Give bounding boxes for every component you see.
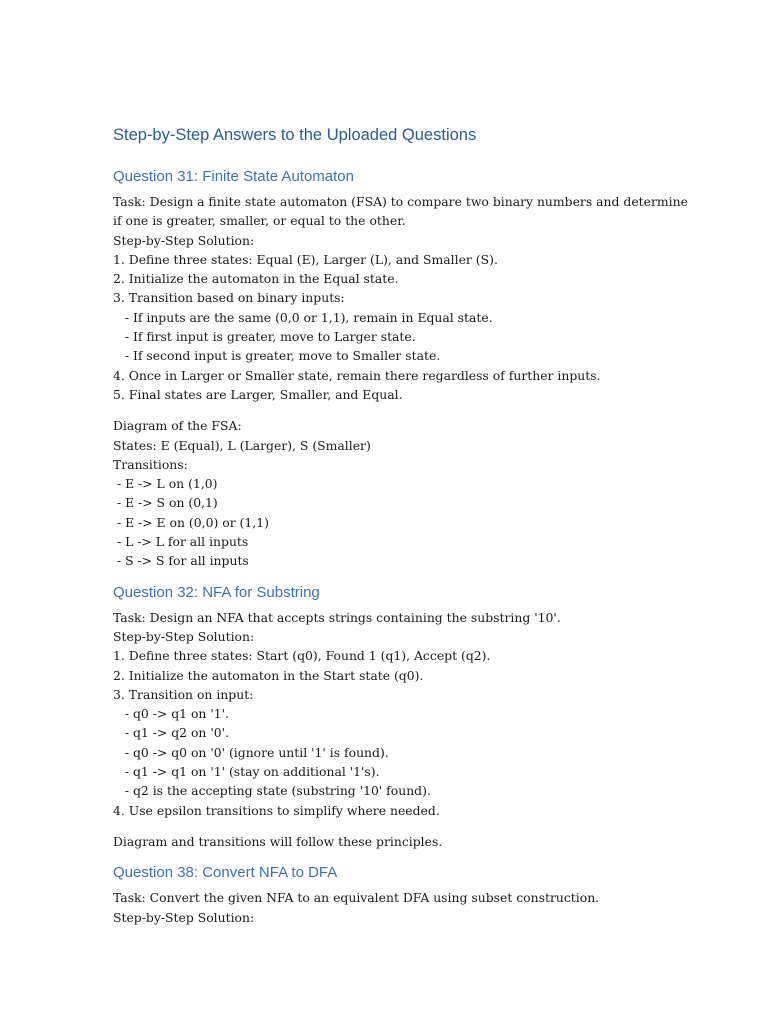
text-line: - If inputs are the same (0,0 or 1,1), remain in Equal state. [113, 309, 493, 325]
text-line: Step-by-Step Solution: [113, 909, 255, 925]
text-line: States: E (Equal), L (Larger), S (Smaller) [113, 437, 371, 453]
text-line: 3. Transition based on binary inputs: [113, 290, 345, 306]
section-heading: Question 31: Finite State Automaton [113, 168, 354, 185]
section-question-31 [113, 166, 688, 571]
text-line: - E -> E on (0,0) or (1,1) [113, 514, 269, 530]
text-line: Task: Design a finite state automaton (FSA) to compare two binary numbers and determine [113, 194, 688, 209]
text-line: Task: Convert the given NFA to an equivalent DFA using subset construction. [113, 890, 600, 906]
text-line: 1. Define three states: Equal (E), Larger (L), and Smaller (S). [113, 251, 498, 267]
text-line: 1. Define three states: Start (q0), Found 1 (q1), Accept (q2). [113, 648, 491, 664]
text-line: - q1 -> q2 on '0'. [113, 725, 229, 741]
document-title: Step-by-Step Answers to the Uploaded Questions [113, 126, 477, 144]
text-line: - q2 is the accepting state (substring '10' found). [113, 783, 431, 799]
document-page [113, 120, 688, 927]
text-line: Diagram of the FSA: [113, 418, 242, 434]
paragraph-gap [113, 404, 673, 416]
section-question-32 [113, 582, 673, 852]
text-line: - If first input is greater, move to Larger state. [113, 329, 416, 345]
section-gap [113, 851, 673, 862]
text-line: - q0 -> q0 on '0' (ignore until '1' is found). [113, 744, 389, 760]
section-heading: Question 38: Convert NFA to DFA [113, 864, 338, 882]
text-line: 4. Once in Larger or Smaller state, remain there regardless of further inputs. [113, 367, 601, 383]
text-line: Step-by-Step Solution: [113, 628, 255, 644]
text-line: - q1 -> q1 on '1' (stay on additional '1's). [113, 764, 380, 780]
text-line: Step-by-Step Solution: [113, 232, 255, 248]
paragraph-gap [113, 820, 673, 832]
text-line: - L -> L for all inputs [113, 534, 249, 550]
text-line: Transitions: [113, 456, 188, 472]
text-line: Diagram and transitions will follow these principles. [113, 833, 443, 849]
section-heading: Question 32: NFA for Substring [113, 583, 320, 601]
text-line: - S -> S for all inputs [113, 553, 249, 569]
text-line: Task: Design an NFA that accepts strings containing the substring '10'. [113, 609, 561, 625]
section-question-38 [113, 862, 673, 927]
text-line: 4. Use epsilon transitions to simplify where needed. [113, 802, 440, 818]
text-line: - If second input is greater, move to Smaller state. [113, 348, 441, 364]
text-line: - q0 -> q1 on '1'. [113, 706, 229, 722]
text-line: - E -> S on (0,1) [113, 495, 218, 511]
text-line: if one is greater, smaller, or equal to the other. [113, 213, 406, 229]
text-line: 2. Initialize the automaton in the Start state (q0). [113, 667, 424, 683]
text-line: 2. Initialize the automaton in the Equal state. [113, 271, 399, 287]
text-line: - E -> L on (1,0) [113, 476, 218, 492]
text-line: 3. Transition on input: [113, 686, 254, 702]
text-line: 5. Final states are Larger, Smaller, and Equal. [113, 386, 403, 402]
section-gap [113, 571, 673, 582]
